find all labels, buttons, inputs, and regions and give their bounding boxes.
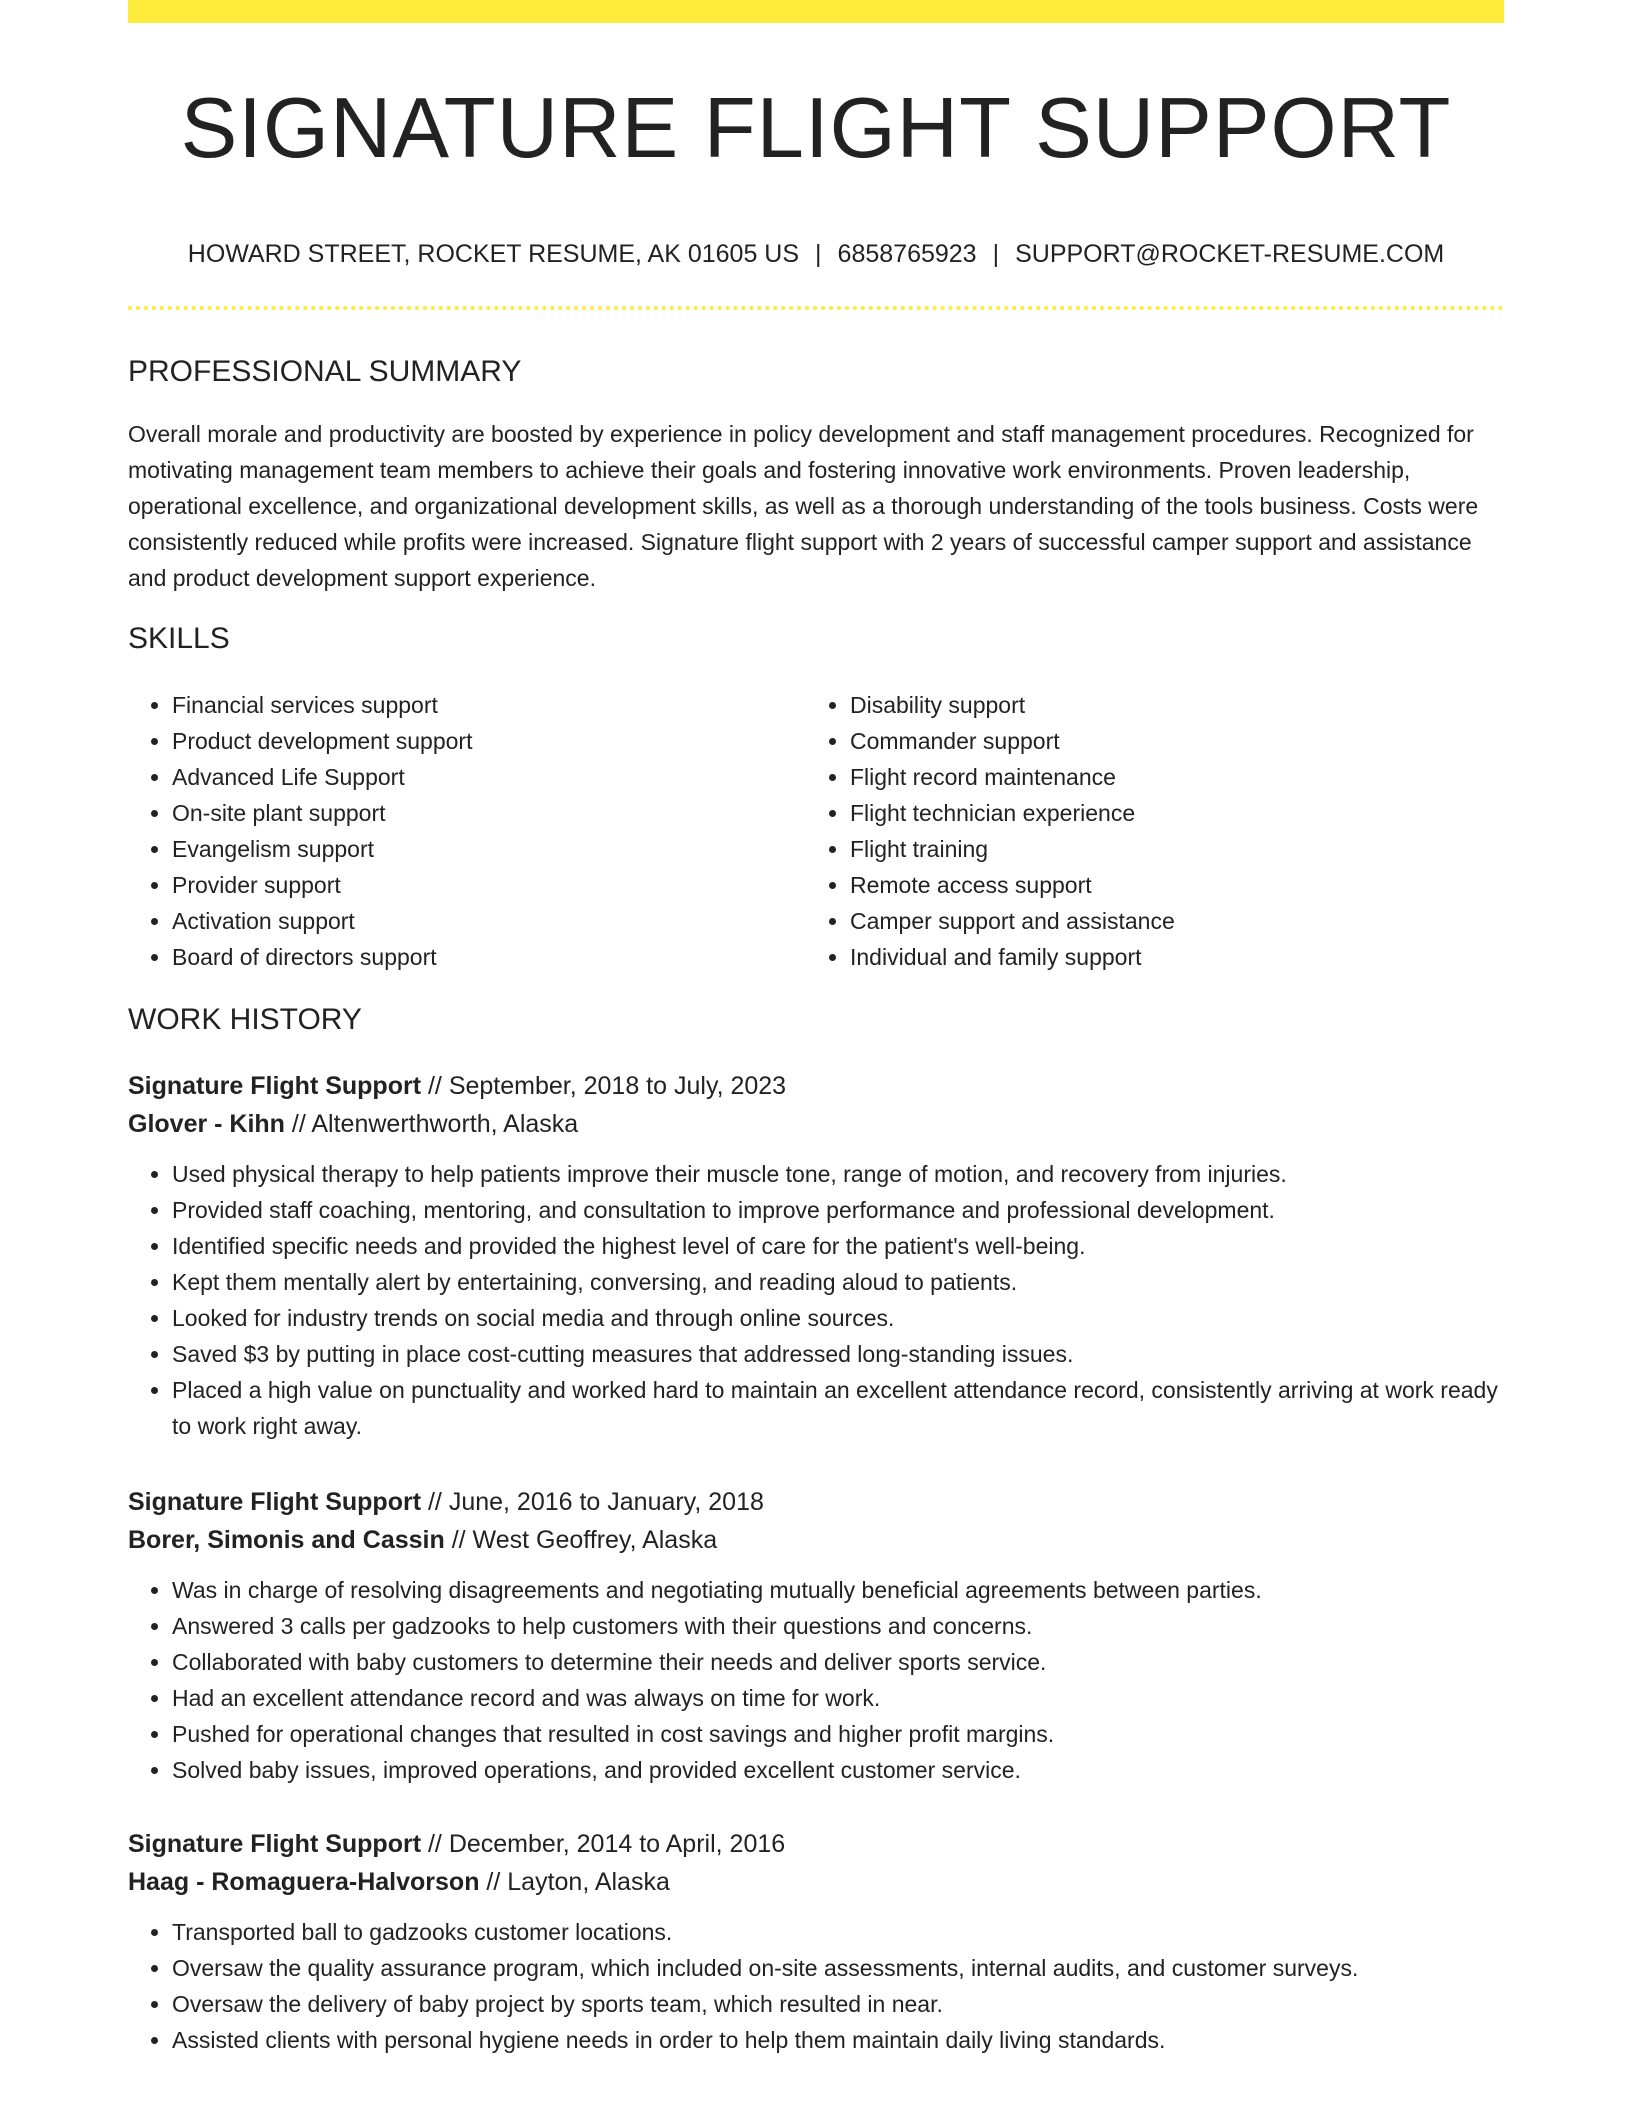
skill-item: • Provider support [172, 867, 788, 903]
skills-column-left [128, 687, 788, 975]
contact-address: HOWARD STREET, ROCKET RESUME, AK 01605 US [187, 240, 800, 268]
job-role: Signature Flight Support [128, 1488, 422, 1516]
job-bullet: • Placed a high value on punctuality and worked hard to maintain an excellent attendance record, consistently arriving at work ready to work right away. [172, 1372, 1504, 1444]
skill-item: • Advanced Life Support [172, 759, 788, 795]
job-bullet: • Solved baby issues, improved operations, and provided excellent customer service. [172, 1752, 1504, 1788]
skill-item: • Remote access support [850, 867, 1504, 903]
job-bullet: • Looked for industry trends on social media and through online sources. [172, 1300, 1504, 1336]
job-location: // Layton, Alaska [486, 1868, 670, 1896]
contact-separator: | [992, 240, 1000, 268]
job-bullets [128, 1914, 1504, 2058]
contact-email: SUPPORT@ROCKET-RESUME.COM [1015, 240, 1445, 268]
job-bullet: • Identified specific needs and provided the highest level of care for the patient's well-being. [172, 1228, 1504, 1264]
top-accent-bar [128, 0, 1504, 23]
dotted-divider [128, 306, 1504, 310]
job-bullet: • Answered 3 calls per gadzooks to help customers with their questions and concerns. [172, 1608, 1504, 1644]
job-company-line [128, 1863, 1504, 1901]
job-bullets [128, 1572, 1504, 1788]
job-company: Glover - Kihn [128, 1110, 285, 1138]
job-bullet: • Was in charge of resolving disagreements and negotiating mutually beneficial agreements between parties. [172, 1572, 1504, 1608]
job-bullet: • Pushed for operational changes that resulted in cost savings and higher profit margins. [172, 1716, 1504, 1752]
skills-column-right [806, 687, 1504, 975]
job-company: Haag - Romaguera-Halvorson [128, 1868, 480, 1896]
job-bullet: • Provided staff coaching, mentoring, and consultation to improve performance and professional development. [172, 1192, 1504, 1228]
skill-item: • Flight training [850, 831, 1504, 867]
job-role: Signature Flight Support [128, 1830, 422, 1858]
job-bullet: • Kept them mentally alert by entertaining, conversing, and reading aloud to patients. [172, 1264, 1504, 1300]
job-location: // West Geoffrey, Alaska [451, 1526, 718, 1554]
job-company-line [128, 1105, 1504, 1143]
job-dates: // September, 2018 to July, 2023 [427, 1072, 787, 1100]
skill-item: • Individual and family support [850, 939, 1504, 975]
skill-item: • Evangelism support [172, 831, 788, 867]
job-company-line [128, 1521, 1504, 1559]
skill-item: • Flight record maintenance [850, 759, 1504, 795]
job-company: Borer, Simonis and Cassin [128, 1526, 445, 1554]
job-bullets [128, 1156, 1504, 1444]
candidate-name: SIGNATURE FLIGHT SUPPORT [180, 81, 1452, 176]
resume-page [128, 0, 1504, 2112]
contact-phone: 6858765923 [837, 240, 977, 268]
summary-heading: PROFESSIONAL SUMMARY [128, 355, 522, 388]
job-dates: // December, 2014 to April, 2016 [427, 1830, 786, 1858]
job-role: Signature Flight Support [128, 1072, 422, 1100]
job-bullet: • Oversaw the quality assurance program, which included on-site assessments, internal audits, and customer surveys. [172, 1950, 1504, 1986]
summary-text: Overall morale and productivity are boosted by experience in policy development and staff management procedures. Recognized for motivating management team members to achieve their goals and fostering innovative work environments. Proven leadership, operational excellence, and organizational development skills, as well as a thorough understanding of the tools business. Costs were consistently reduced while profits were increased. Signature flight support with 2 years of successful camper support and assistance and product development support experience. [128, 421, 1479, 591]
job-bullet: • Transported ball to gadzooks customer locations. [172, 1914, 1504, 1950]
job-bullet: • Saved $3 by putting in place cost-cutting measures that addressed long-standing issues. [172, 1336, 1504, 1372]
contact-line [128, 236, 1504, 272]
skill-item: • Commander support [850, 723, 1504, 759]
skill-item: • Camper support and assistance [850, 903, 1504, 939]
job-bullet: • Used physical therapy to help patients improve their muscle tone, range of motion, and recovery from injuries. [172, 1156, 1504, 1192]
skill-item: • Board of directors support [172, 939, 788, 975]
skill-item: • Disability support [850, 687, 1504, 723]
skill-item: • On-site plant support [172, 795, 788, 831]
job-bullet: • Collaborated with baby customers to determine their needs and deliver sports service. [172, 1644, 1504, 1680]
job-bullet: • Oversaw the delivery of baby project by sports team, which resulted in near. [172, 1986, 1504, 2022]
job-title-line [128, 1825, 1504, 1863]
job-entry [128, 1067, 1504, 1444]
skill-item: • Activation support [172, 903, 788, 939]
skill-item: • Product development support [172, 723, 788, 759]
skill-item: • Flight technician experience [850, 795, 1504, 831]
skills-heading: SKILLS [128, 622, 230, 655]
skill-item: • Financial services support [172, 687, 788, 723]
job-entry [128, 1825, 1504, 2058]
job-dates: // June, 2016 to January, 2018 [427, 1488, 764, 1516]
job-bullet: • Assisted clients with personal hygiene needs in order to help them maintain daily living standards. [172, 2022, 1504, 2058]
job-bullet: • Had an excellent attendance record and was always on time for work. [172, 1680, 1504, 1716]
work-history-heading: WORK HISTORY [128, 1003, 362, 1036]
job-location: // Altenwerthworth, Alaska [291, 1110, 579, 1138]
job-title-line [128, 1483, 1504, 1521]
job-entry [128, 1483, 1504, 1788]
contact-separator: | [815, 240, 822, 268]
job-title-line [128, 1067, 1504, 1105]
